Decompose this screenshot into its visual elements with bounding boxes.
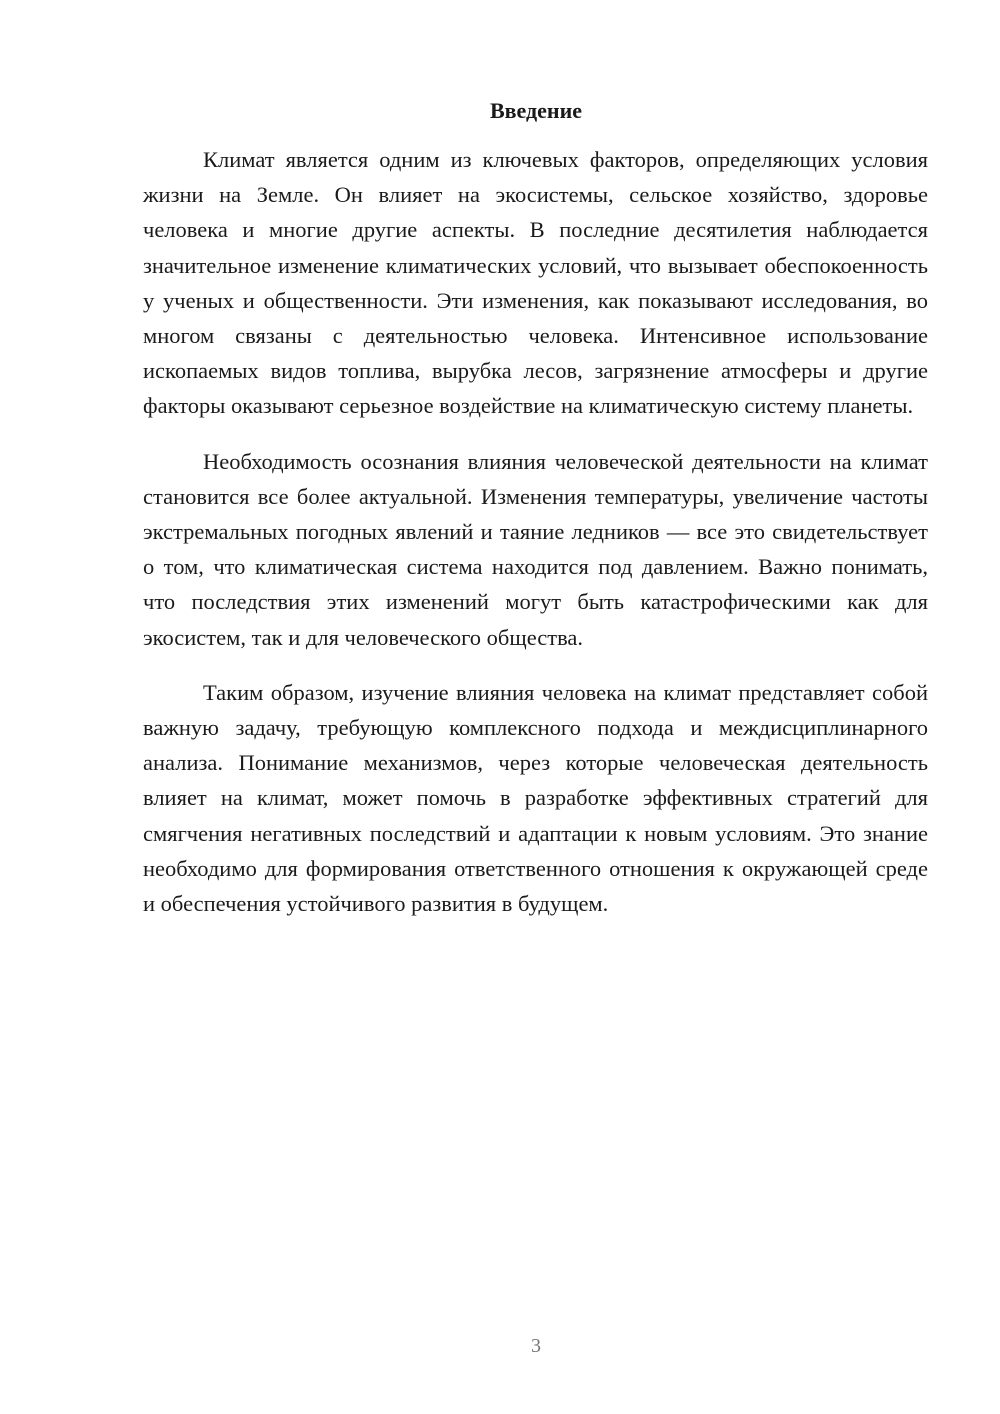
body-text (143, 142, 928, 921)
paragraph-1: Климат является одним из ключевых факторов, определяющих условия жизни на Земле. Он влияет на экосистемы, сельское хозяйство, здоровье человека и многие другие аспекты. В последние десятилетия наблюдается значительное изменение климатических условий, что вызывает обеспокоенность у ученых и общественности. Эти изменения, как показывают исследования, во многом связаны с деятельностью человека. Интенсивное использование ископаемых видов топлива, вырубка лесов, загрязнение атмосферы и другие факторы оказывают серьезное воздействие на климатическую систему планеты. (143, 147, 928, 419)
paragraph-2: Необходимость осознания влияния человеческой деятельности на климат становится все более актуальной. Изменения температуры, увеличение частоты экстремальных погодных явлений и таяние ледников — все это свидетельствует о том, что климатическая система находится под давлением. Важно понимать, что последствия этих изменений могут быть катастрофическими как для экосистем, так и для человеческого общества. (143, 448, 928, 650)
page-number: 3 (531, 1335, 541, 1357)
section-heading: Введение (489, 98, 583, 123)
paragraph-3: Таким образом, изучение влияния человека на климат представляет собой важную задачу, требующую комплексного подхода и междисциплинарного анализа. Понимание механизмов, через которые человеческая деятельность влияет на климат, может помочь в разработке эффективных стратегий для смягчения негативных последствий и адаптации к новым условиям. Это знание необходимо для формирования ответственного отношения к окружающей среде и обеспечения устойчивого развития в будущем. (143, 679, 928, 917)
